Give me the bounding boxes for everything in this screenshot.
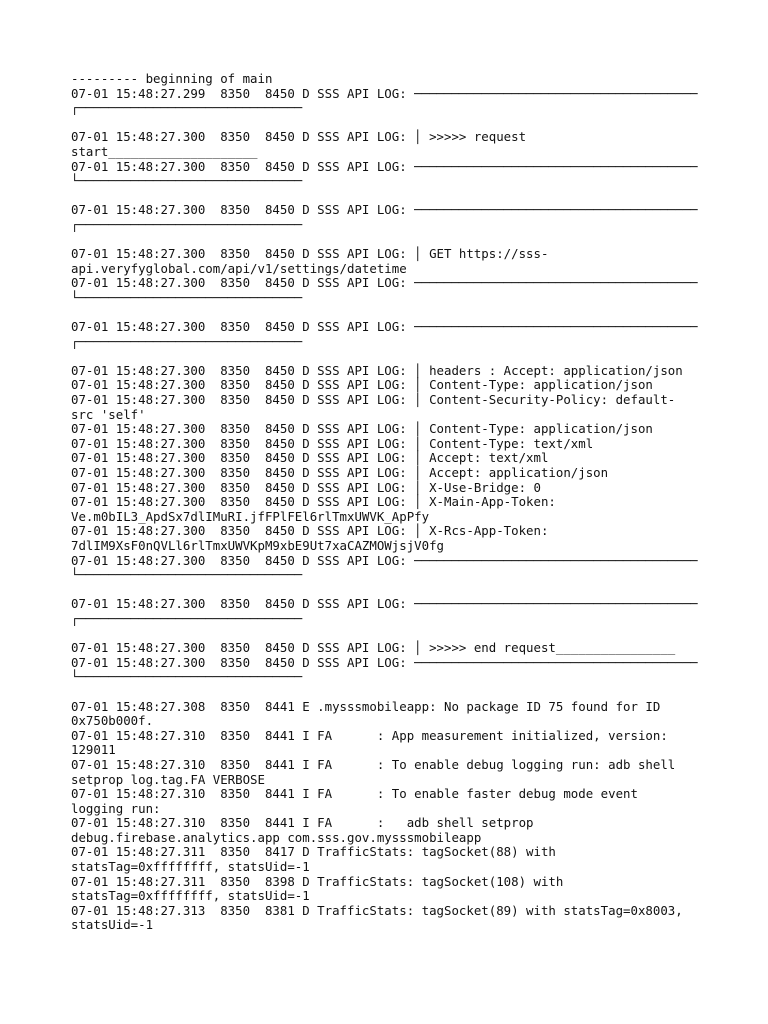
log-line: └────────────────────────────── xyxy=(71,669,303,685)
log-line: 07-01 15:48:27.300 8350 8450 D SSS API LOG: ────────────────────────────────────── xyxy=(71,319,698,335)
log-line: statsTag=0xffffffff, statsUid=-1 xyxy=(71,888,310,904)
log-line: 07-01 15:48:27.310 8350 8441 I FA : To enable faster debug mode event xyxy=(71,786,638,802)
log-line: 07-01 15:48:27.311 8350 8398 D TrafficStats: tagSocket(108) with xyxy=(71,873,564,889)
log-line: ┌────────────────────────────── xyxy=(71,216,303,232)
log-line: setprop log.tag.FA VERBOSE xyxy=(71,771,265,787)
log-line: src 'self' xyxy=(71,406,146,422)
log-line xyxy=(71,189,701,204)
log-line: --------- beginning of main xyxy=(71,71,273,86)
log-line: ┌────────────────────────────── xyxy=(71,333,303,349)
log-line xyxy=(71,685,701,700)
log-line: 07-01 15:48:27.300 8350 8450 D SSS API LOG: ────────────────────────────────────── xyxy=(71,202,698,218)
log-line: 07-01 15:48:27.300 8350 8450 D SSS API LOG: │ X-Main-App-Token: xyxy=(71,494,556,510)
log-line: ┌────────────────────────────── xyxy=(71,610,303,626)
log-line: 07-01 15:48:27.300 8350 8450 D SSS API LOG: │ Content-Security-Policy: default- xyxy=(71,392,676,408)
log-line: 07-01 15:48:27.300 8350 8450 D SSS API LOG: ────────────────────────────────────── xyxy=(71,654,698,670)
log-line: └────────────────────────────── xyxy=(71,173,303,189)
log-line: 07-01 15:48:27.300 8350 8450 D SSS API LOG: │ Accept: text/xml xyxy=(71,450,549,466)
log-line: └────────────────────────────── xyxy=(71,289,303,305)
log-line: 07-01 15:48:27.300 8350 8450 D SSS API LOG: │ X-Use-Bridge: 0 xyxy=(71,479,541,495)
log-line: statsTag=0xffffffff, statsUid=-1 xyxy=(71,859,310,875)
log-line: 07-01 15:48:27.300 8350 8450 D SSS API LOG: │ Content-Type: text/xml xyxy=(71,435,594,451)
log-line: 07-01 15:48:27.313 8350 8381 D TrafficStats: tagSocket(89) with statsTag=0x8003, xyxy=(71,902,683,918)
log-line: logging run: xyxy=(71,800,161,816)
log-document xyxy=(71,72,701,933)
log-line: 07-01 15:48:27.300 8350 8450 D SSS API LOG: ────────────────────────────────────── xyxy=(71,552,698,568)
log-output xyxy=(71,72,701,933)
log-line: 07-01 15:48:27.308 8350 8441 E .mysssmobileapp: No package ID 75 found for ID xyxy=(71,698,661,714)
log-line: 07-01 15:48:27.300 8350 8450 D SSS API LOG: ────────────────────────────────────── xyxy=(71,158,698,174)
log-line: 07-01 15:48:27.300 8350 8450 D SSS API LOG: │ >>>>> request xyxy=(71,129,527,145)
log-line: 07-01 15:48:27.311 8350 8417 D TrafficStats: tagSocket(88) with xyxy=(71,844,556,860)
log-line: ┌────────────────────────────── xyxy=(71,100,303,116)
log-line: statsUid=-1 xyxy=(71,917,154,933)
log-line: 07-01 15:48:27.310 8350 8441 I FA : adb shell setprop xyxy=(71,815,534,831)
log-line: debug.firebase.analytics.app com.sss.gov.mysssmobileapp xyxy=(71,829,482,845)
log-line: 07-01 15:48:27.300 8350 8450 D SSS API LOG: ────────────────────────────────────── xyxy=(71,596,698,612)
log-line: 07-01 15:48:27.300 8350 8450 D SSS API LOG: │ headers : Accept: application/json xyxy=(71,362,683,378)
log-line: 07-01 15:48:27.310 8350 8441 I FA : App measurement initialized, version: xyxy=(71,727,668,743)
log-line: 07-01 15:48:27.300 8350 8450 D SSS API LOG: │ X-Rcs-App-Token: xyxy=(71,523,549,539)
log-line: 07-01 15:48:27.300 8350 8450 D SSS API LOG: │ >>>>> end request________________ xyxy=(71,640,676,656)
log-line xyxy=(71,583,701,598)
log-line xyxy=(71,306,701,321)
log-line xyxy=(71,627,701,642)
log-line: start____________________ xyxy=(71,143,258,159)
log-line: 07-01 15:48:27.300 8350 8450 D SSS API LOG: ────────────────────────────────────── xyxy=(71,275,698,291)
log-line: 07-01 15:48:27.300 8350 8450 D SSS API LOG: │ Content-Type: application/json xyxy=(71,421,653,437)
log-line: 07-01 15:48:27.299 8350 8450 D SSS API LOG: ────────────────────────────────────── xyxy=(71,85,698,101)
log-line: 129011 xyxy=(71,742,116,758)
log-line: 07-01 15:48:27.300 8350 8450 D SSS API LOG: │ Accept: application/json xyxy=(71,465,609,481)
log-line: Ve.m0bIL3_ApdSx7dlIMuRI.jfFPlFEl6rlTmxUWVK_ApPfy xyxy=(71,508,430,524)
log-line: api.veryfyglobal.com/api/v1/settings/datetime xyxy=(71,260,407,276)
log-line: └────────────────────────────── xyxy=(71,567,303,583)
log-line xyxy=(71,349,701,364)
log-line: 7dlIM9XsF0nQVLl6rlTmxUWVKpM9xbE9Ut7xaCAZMOWjsjV0fg xyxy=(71,538,444,553)
log-line xyxy=(71,233,701,248)
log-line: 07-01 15:48:27.300 8350 8450 D SSS API LOG: │ Content-Type: application/json xyxy=(71,377,653,393)
log-line: 07-01 15:48:27.300 8350 8450 D SSS API LOG: │ GET https://sss- xyxy=(71,246,549,262)
log-line: 07-01 15:48:27.310 8350 8441 I FA : To enable debug logging run: adb shell xyxy=(71,756,676,772)
log-line xyxy=(71,116,701,131)
log-line: 0x750b000f. xyxy=(71,713,154,729)
